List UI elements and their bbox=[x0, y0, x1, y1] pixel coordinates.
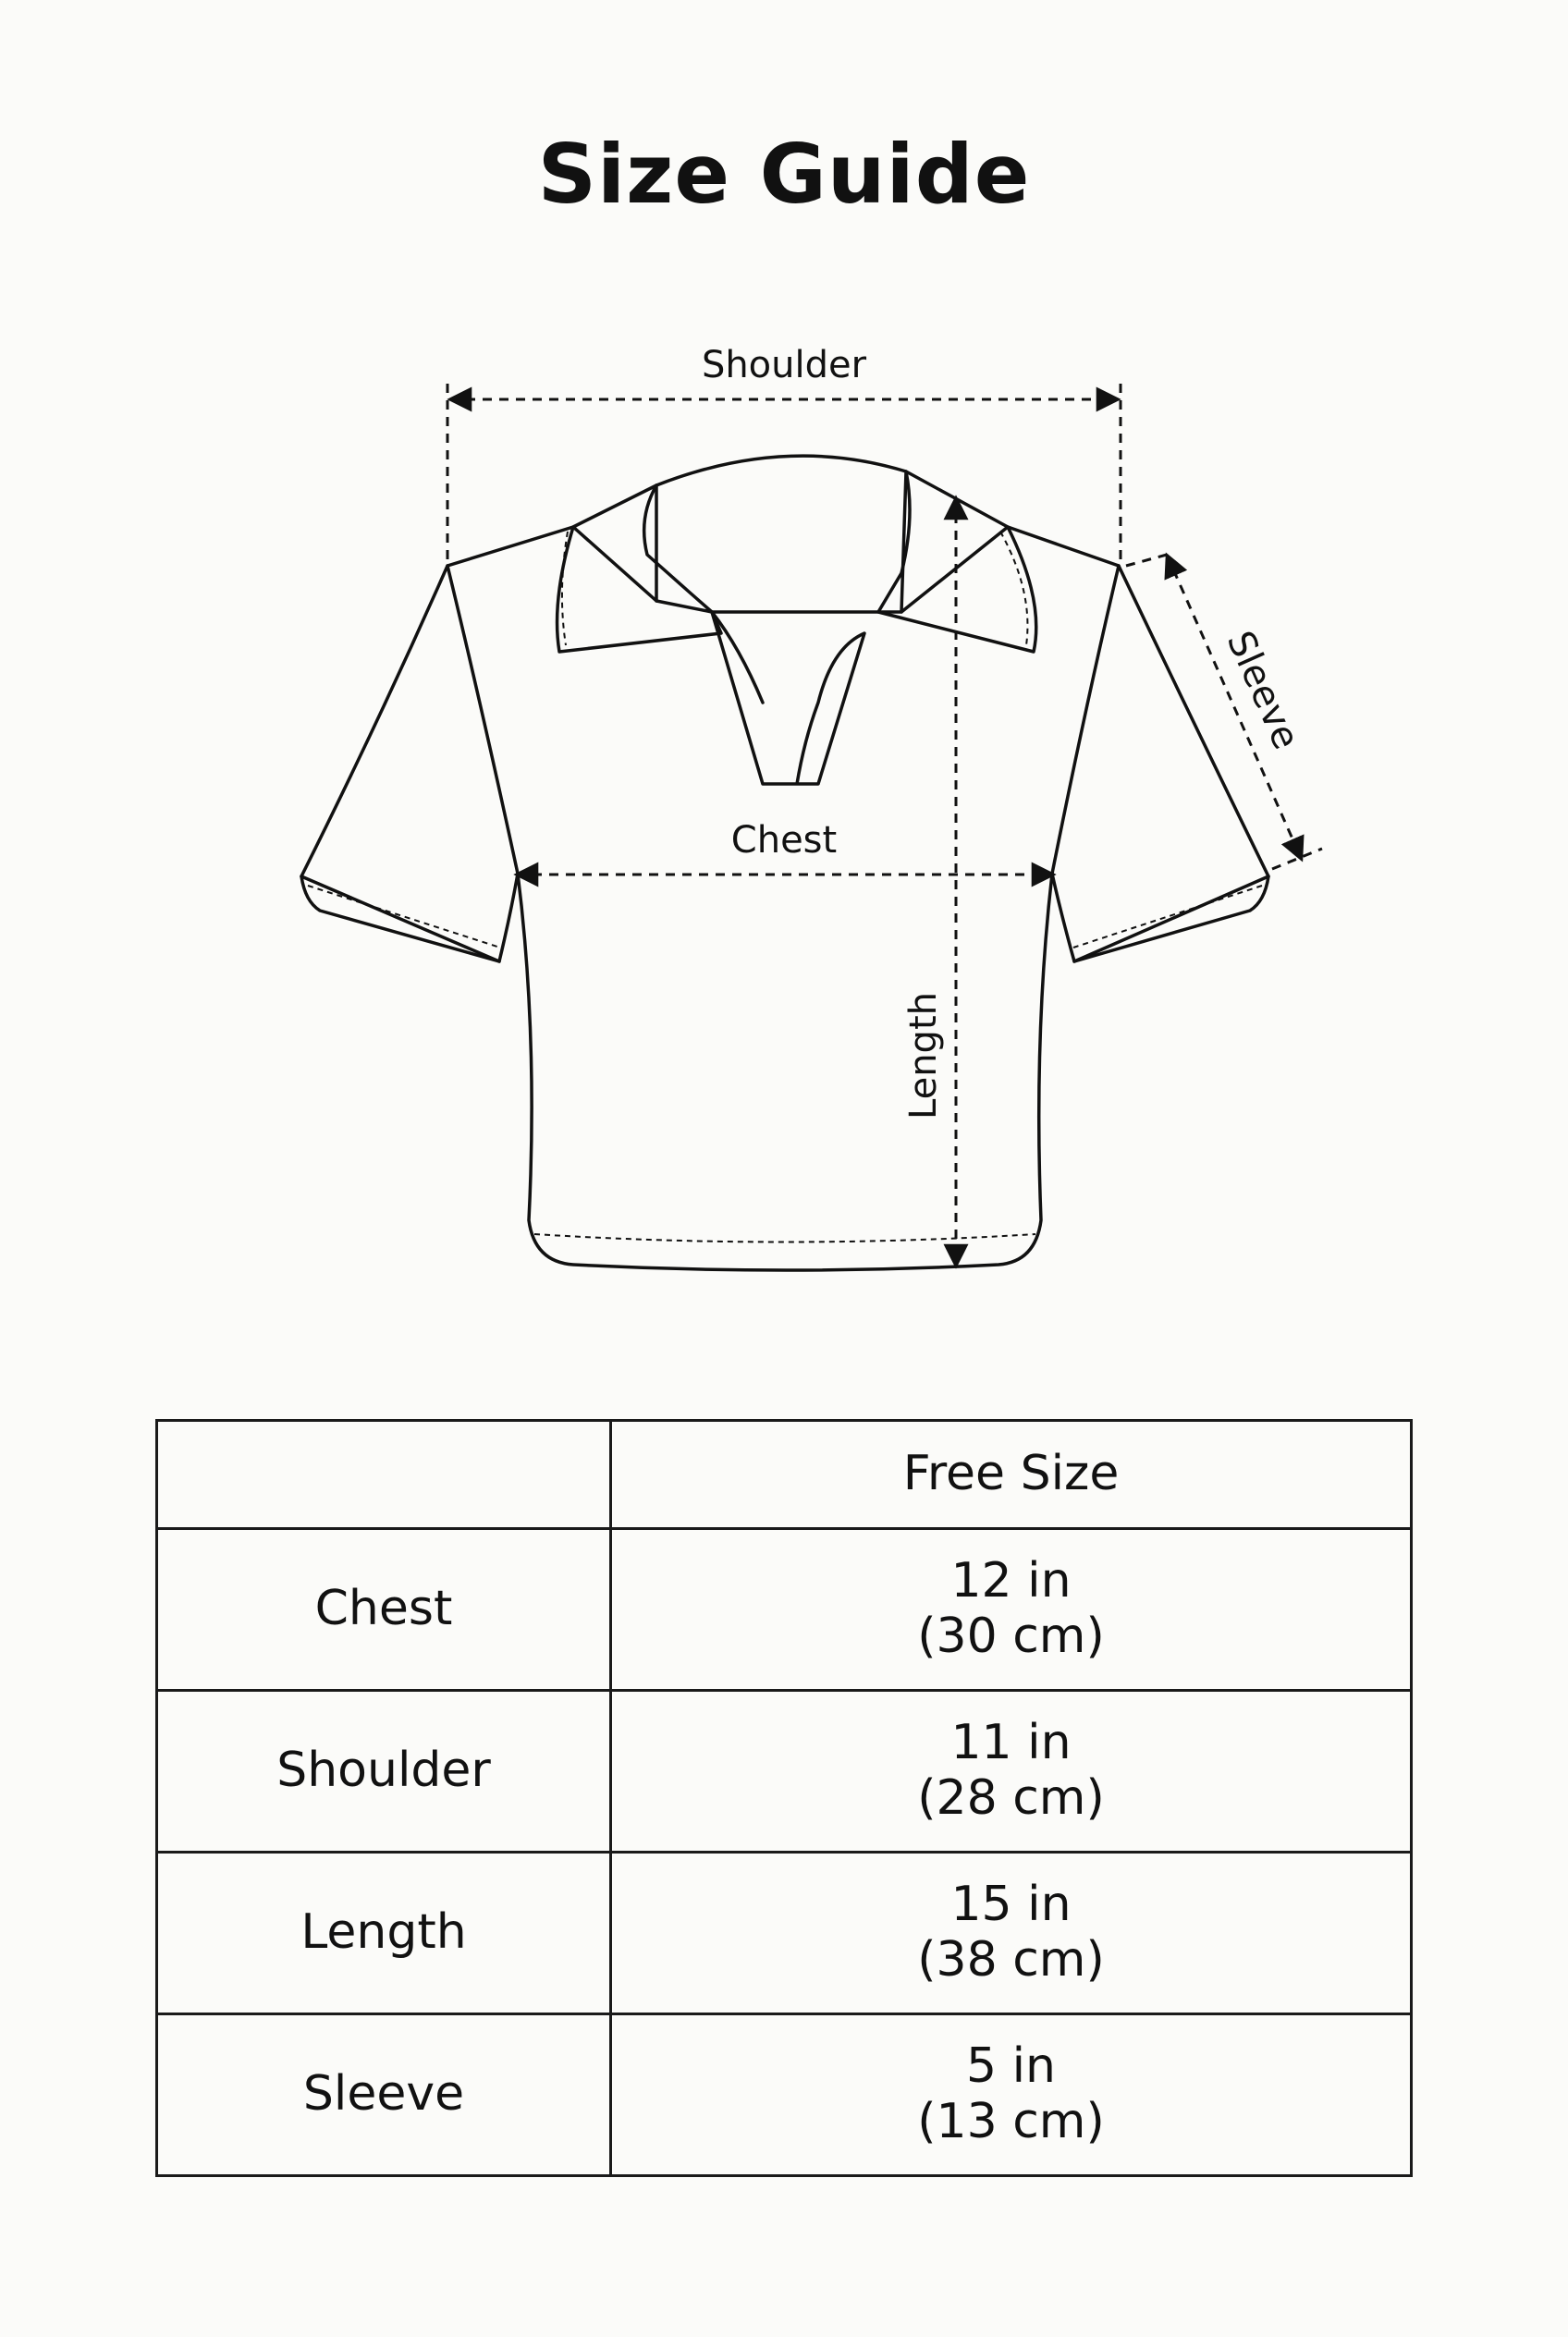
row-label: Sleeve bbox=[157, 2014, 611, 2176]
row-label: Chest bbox=[157, 1529, 611, 1691]
sleeve-label: Sleeve bbox=[1218, 625, 1308, 756]
header-empty-cell bbox=[157, 1421, 611, 1529]
value-inches: 12 in bbox=[950, 1553, 1072, 1609]
table-row bbox=[157, 1529, 1412, 1691]
value-inches: 5 in bbox=[965, 2038, 1057, 2095]
length-label: Length bbox=[902, 992, 945, 1120]
table-row bbox=[157, 2014, 1412, 2176]
row-value bbox=[611, 1691, 1412, 1853]
shoulder-label: Shoulder bbox=[701, 344, 867, 386]
row-value bbox=[611, 1853, 1412, 2014]
table-row bbox=[157, 1853, 1412, 2014]
row-label: Length bbox=[157, 1853, 611, 2014]
value-inches: 15 in bbox=[950, 1877, 1072, 1933]
value-inches: 11 in bbox=[950, 1715, 1072, 1771]
header-free-size: Free Size bbox=[611, 1421, 1412, 1529]
shirt-outline bbox=[301, 456, 1268, 1270]
value-cm: (13 cm) bbox=[917, 2094, 1105, 2149]
table-header-row bbox=[157, 1421, 1412, 1529]
stitch-lines bbox=[308, 532, 1262, 1242]
page-title: Size Guide bbox=[537, 127, 1031, 222]
right-sleeve bbox=[1052, 566, 1268, 961]
left-sleeve bbox=[301, 566, 518, 961]
size-table bbox=[155, 1419, 1413, 2177]
sleeve-guide-top bbox=[1126, 555, 1167, 566]
chest-label: Chest bbox=[730, 819, 838, 862]
placket bbox=[712, 612, 864, 784]
measure-lines bbox=[447, 384, 1322, 1266]
left-collar bbox=[557, 485, 721, 652]
value-cm: (38 cm) bbox=[917, 1932, 1105, 1988]
shirt-body bbox=[447, 527, 1119, 1270]
row-label: Shoulder bbox=[157, 1691, 611, 1853]
value-cm: (28 cm) bbox=[917, 1770, 1105, 1826]
row-value bbox=[611, 1529, 1412, 1691]
value-cm: (30 cm) bbox=[917, 1609, 1105, 1664]
row-value bbox=[611, 2014, 1412, 2176]
table-row bbox=[157, 1691, 1412, 1853]
collar-band bbox=[656, 456, 906, 612]
